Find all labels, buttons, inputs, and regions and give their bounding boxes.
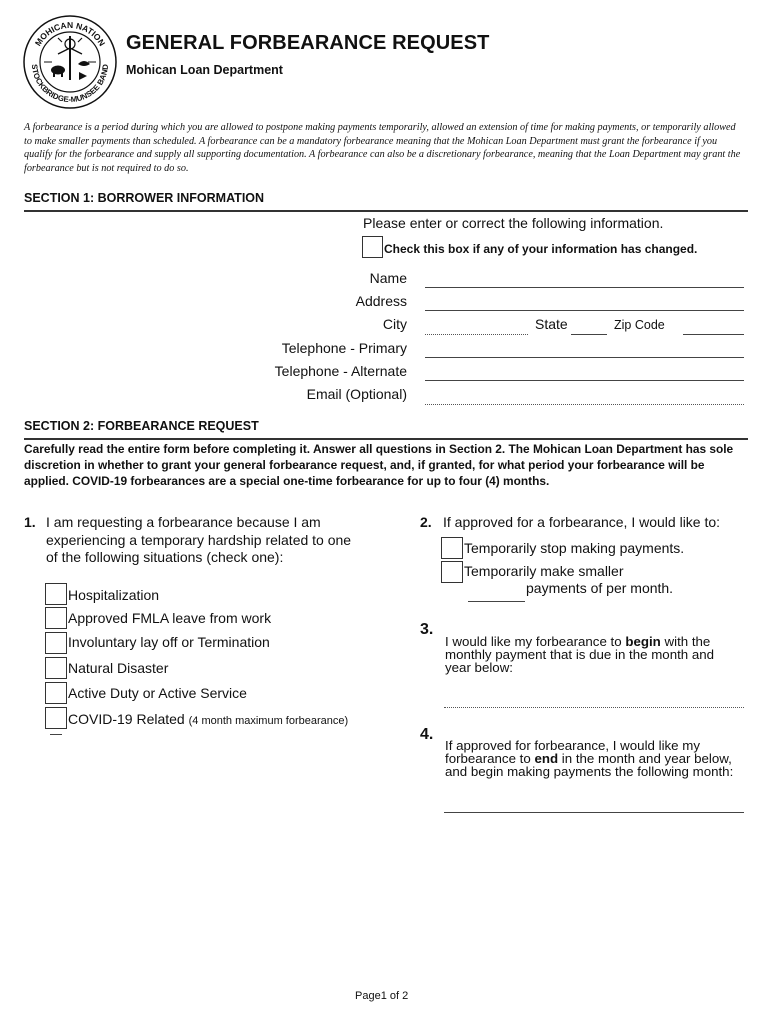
zip-code-field[interactable] [683,334,744,335]
fmla-label: Approved FMLA leave from work [68,610,272,626]
svg-text:MOHICAN NATION: MOHICAN NATION [32,20,108,48]
info-changed-checkbox[interactable] [362,236,383,258]
smaller-payments-label-line2: payments of per month. [526,580,674,596]
smaller-payments-label-line1: Temporarily make smaller [464,563,624,579]
address-label: Address [355,293,407,309]
active-duty-label: Active Duty or Active Service [68,685,247,701]
email-field[interactable] [425,404,744,405]
phone-primary-label: Telephone - Primary [281,340,407,356]
email-label: Email (Optional) [306,386,407,402]
phone-primary-field[interactable] [425,357,744,358]
natural-disaster-checkbox[interactable] [45,657,67,679]
q2-text: If approved for a forbearance, I would like to: [443,514,721,530]
stop-payments-checkbox[interactable] [441,537,463,559]
form-title: GENERAL FORBEARANCE REQUEST [126,32,490,54]
phone-alternate-field[interactable] [425,380,744,381]
fmla-checkbox[interactable] [45,607,67,629]
section1-instruction: Please enter or correct the following information. [363,215,664,231]
name-label: Name [369,270,407,286]
mohican-nation-seal-logo [22,14,118,110]
q4-text-line1: If approved for forbearance, I would like my [445,738,700,753]
q4-text-bold: end [534,751,559,766]
q4-number: 4. [420,726,434,743]
q1-text-line1: I am requesting a forbearance because I am [46,514,321,530]
q3-text-pre: I would like my forbearance to [445,634,626,649]
q3-text-line3: year below: [445,660,513,675]
phone-alternate-label: Telephone - Alternate [274,363,407,379]
natural-disaster-label: Natural Disaster [68,660,169,676]
info-changed-checkbox-label: Check this box if any of your information has changed. [384,242,698,256]
q3-text-bold: begin [625,634,661,649]
q3-text-post: with the [660,634,711,649]
q2-number: 2. [420,514,432,530]
q3-number: 3. [420,621,434,638]
q1-number: 1. [24,514,36,530]
section2-instructions: Carefully read the entire form before completing it. Answer all questions in Section 2. The Mohican Loan Department has sole discretion in whether to grant your general forbearance request, and, if granted, for what period your forbearance will be applied. COVID-19 forbearances are a special one-time forbearance for up to four (4) months. [24,442,734,488]
svg-text:STOCKBRIDGE-MUNSEE BAND: STOCKBRIDGE-MUNSEE BAND [29,63,111,105]
begin-month-year-field[interactable] [444,707,744,708]
city-label: City [382,316,407,332]
section2-heading: SECTION 2: FORBEARANCE REQUEST [24,419,259,433]
state-label: State [535,316,568,332]
active-duty-checkbox[interactable] [45,682,67,704]
layoff-checkbox[interactable] [45,632,67,654]
q1-text-line2: experiencing a temporary hardship related to one [46,532,352,548]
covid-label-text: COVID-19 Related [68,711,185,727]
city-field[interactable] [425,334,528,335]
page-number: Page1 of 2 [355,990,409,1002]
smaller-payments-checkbox[interactable] [441,561,463,583]
forbearance-intro-paragraph: A forbearance is a period during which you are allowed to postpone making payments temporarily, allowed an extension of time for making payments, or temporarily allowed to make smaller payments than scheduled. A forbearance can be a mandatory forbearance meaning that the Mohican Loan Department must grant the forbearance if you qualify for the forbearance and supply all supporting documentation. A forbearance can also be a discretionary forbearance, meaning that the Loan Department may grant the forbearance but is not required to do so. [24,122,741,174]
address-field[interactable] [425,310,744,311]
q1-text-line3: of the following situations (check one): [46,549,284,565]
zip-code-label: Zip Code [614,318,665,332]
state-field[interactable] [571,334,607,335]
hospitalization-checkbox[interactable] [45,583,67,605]
name-field[interactable] [425,287,744,288]
q4-text-post: in the month and year below, [558,751,732,766]
section1-divider [24,210,748,212]
covid-note: (4 month maximum forbearance) [188,715,349,727]
stop-payments-label: Temporarily stop making payments. [464,540,685,556]
q4-text-line3: and begin making payments the following month: [445,764,734,779]
smaller-payment-amount-field[interactable] [468,601,525,602]
end-month-year-field[interactable] [444,812,744,813]
hospitalization-label: Hospitalization [68,587,160,603]
section2-divider [24,438,748,440]
q3-text-line2: monthly payment that is due in the month and [445,647,715,662]
form-subtitle: Mohican Loan Department [126,63,283,77]
q4-text-pre: forbearance to [445,751,535,766]
layoff-label: Involuntary lay off or Termination [68,634,270,650]
covid-label [68,711,348,727]
covid-checkbox[interactable] [45,707,67,729]
covid-underline [50,734,62,735]
section1-heading: SECTION 1: BORROWER INFORMATION [24,191,265,205]
